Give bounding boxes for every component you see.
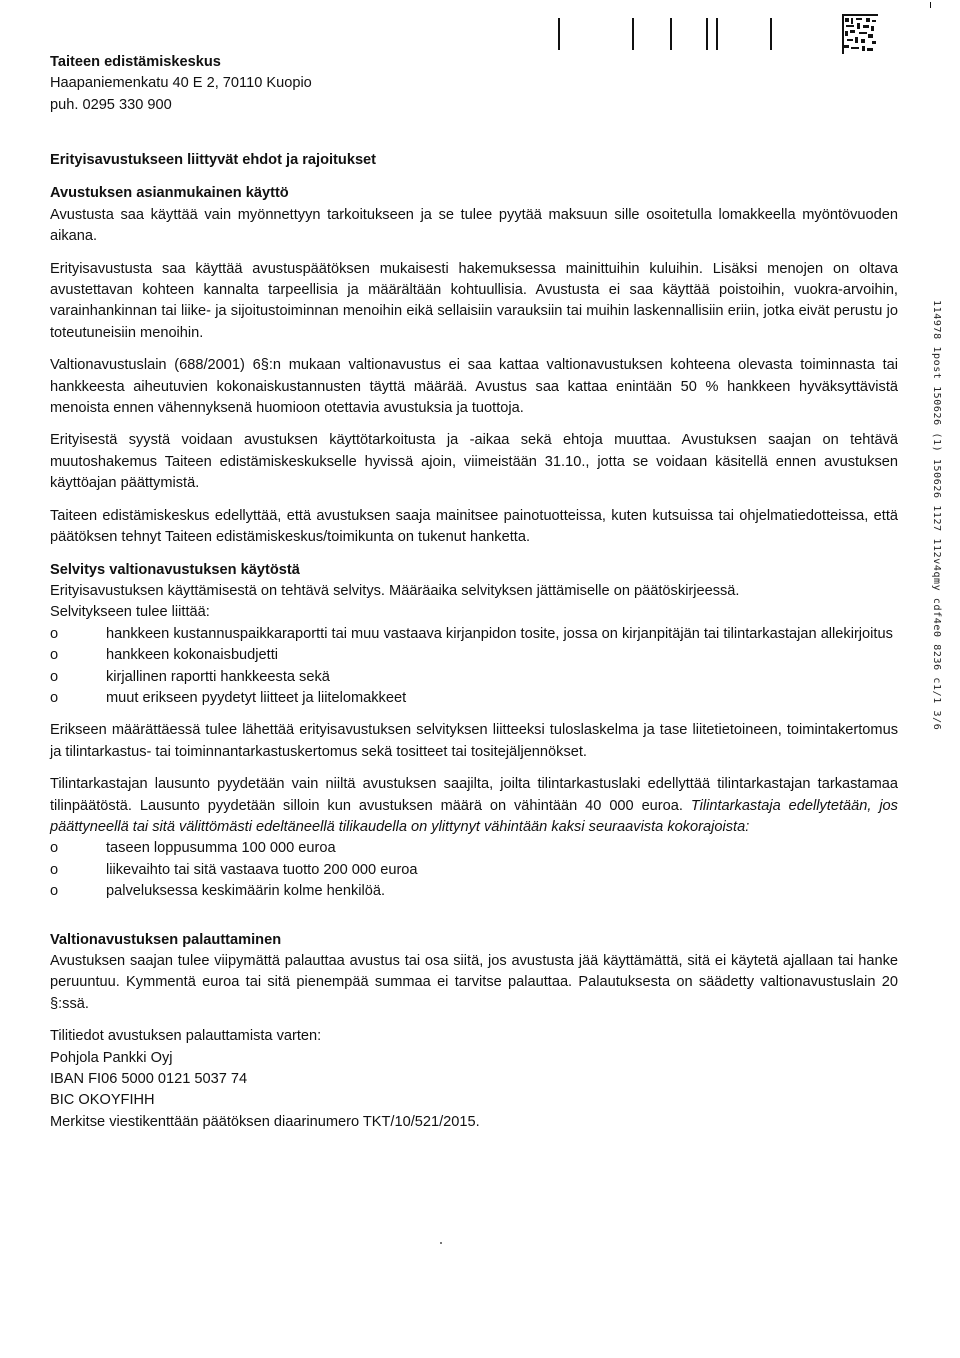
bank-details-intro: Tilitiedot avustuksen palauttamista varten: bbox=[50, 1028, 322, 1045]
list-item bbox=[50, 667, 898, 688]
list-item-text: kirjallinen raportti hankkeesta sekä bbox=[106, 668, 330, 685]
letterhead bbox=[50, 52, 312, 116]
list-item-text: palveluksessa keskimäärin kolme henkilöä. bbox=[106, 883, 386, 900]
list-item bbox=[50, 881, 898, 902]
barcode bbox=[558, 18, 778, 50]
list-bullet: o bbox=[50, 883, 59, 900]
fax-header-strip bbox=[928, 300, 952, 820]
list-item-text: hankkeen kokonaisbudjetti bbox=[106, 647, 279, 664]
organization-phone: puh. 0295 330 900 bbox=[50, 96, 172, 113]
usage-paragraph-3: Valtionavustuslain (688/2001) 6§:n mukaan valtionavustus ei saa kattaa valtionavustuksen kohteena olevasta toiminnasta tai hankkeesta aiheutuvien kokonaiskustannusten täyttä määrää. Avustus saa kattaa enintään 50 % hankkeen hyväksyttävistä menoista ennen vähennyksenä huomioon otettavia avustuksia ja tuottoja. bbox=[50, 357, 898, 417]
auditor-statement-text: Tilintarkastajan lausunto pyydetään vain niiltä avustuksen saajilta, joilta tilintarkastuslaki edellyttää tilintarkastajan tarkastamaa tilinpäätöstä. Lausunto pyydetään silloin kun avustuksen määrä on vähintään 40 000 euroa. bbox=[50, 776, 898, 814]
list-item-text: muut erikseen pyydetyt liitteet ja liitelomakkeet bbox=[106, 689, 407, 706]
list-item bbox=[50, 838, 898, 859]
list-item-text: liikevaihto tai sitä vastaava tuotto 200 000 euroa bbox=[106, 861, 418, 878]
organization-address: Haapaniemenkatu 40 E 2, 70110 Kuopio bbox=[50, 75, 312, 92]
refund-paragraph-1: Avustuksen saajan tulee viipymättä palauttaa avustus tai osa siitä, jos avustusta jää käyttämättä, sitä ei käytetä ajallaan tai hanke peruuntuu. Kymmentä euroa tai sitä pienempää summaa ei tarvitse palauttaa. Palautuksesta on säädetty valtionavustuslain 20 §:ssä. bbox=[50, 953, 898, 1012]
usage-paragraph-5: Taiteen edistämiskeskus edellyttää, että avustuksen saaja mainitsee painotuotteissa, kuten kutsuissa tai ohjelmatiedotteissa, että päätöksen tehnyt Taiteen edistämiskeskus/toimikunta on tukenut hanketta. bbox=[50, 507, 898, 546]
reference-note: Merkitse viestikenttään päätöksen diaarinumero TKT/10/521/2015. bbox=[50, 1113, 480, 1130]
organization-name: Taiteen edistämiskeskus bbox=[50, 54, 221, 70]
bank-bic: BIC OKOYFIHH bbox=[50, 1092, 155, 1109]
list-item bbox=[50, 688, 898, 709]
usage-paragraph-2: Erityisavustusta saa käyttää avustuspäätöksen mukaisesti hakemuksessa mainittuihin kuluihin. Lisäksi menojen on oltava avustettavan kohteen kannalta tarpeellisia ja määrältään kohtuullisia. Avustusta ei saa käyttää poistoihin, vuokra-arvoihin, varainhankinnan tai liike- ja sijoitustoiminnan menoihin eikä sellaisiin varauksiin tai muihin laskennallisiin eriin, jotka eivät perustu jo toteutuneisiin menoihin. bbox=[50, 260, 898, 341]
qr-code-icon bbox=[842, 14, 878, 54]
page-edge-mark bbox=[930, 2, 931, 8]
usage-paragraph-4: Erityisestä syystä voidaan avustuksen käyttötarkoitusta ja -aikaa sekä ehtoja muuttaa. Avustuksen saajan on tehtävä muutoshakemus Taiteen edistämiskeskukselle hyvissä ajoin, viimeistään 31.10., jotta se voidaan käsitellä ennen avustuksen käyttöajan päättymistä. bbox=[50, 432, 898, 492]
list-bullet: o bbox=[50, 625, 59, 642]
report-attachments-list bbox=[50, 624, 898, 710]
list-bullet: o bbox=[50, 689, 59, 706]
list-bullet: o bbox=[50, 861, 59, 878]
report-heading: Selvitys valtionavustuksen käytöstä bbox=[50, 561, 300, 578]
list-item bbox=[50, 645, 898, 666]
usage-heading: Avustuksen asianmukainen käyttö bbox=[50, 185, 289, 202]
size-limits-list bbox=[50, 838, 898, 902]
list-bullet: o bbox=[50, 647, 59, 664]
report-paragraph-1: Erityisavustuksen käyttämisestä on tehtävä selvitys. Määräaika selvityksen jättämiselle on päätöskirjeessä. bbox=[50, 582, 740, 599]
report-paragraph-3 bbox=[50, 774, 898, 838]
document-title: Erityisavustukseen liittyvät ehdot ja rajoitukset bbox=[50, 152, 377, 168]
scan-speck bbox=[440, 1242, 442, 1244]
document-body bbox=[50, 150, 898, 1133]
auditor-requirement-text: Tilintarkastaja edellytetään, jos päättyneellä tai sitä välittömästi edeltäneellä tilikaudella on ylittynyt vähintään kaksi seuraavista kokorajoista: bbox=[50, 797, 898, 835]
list-bullet: o bbox=[50, 840, 59, 857]
bank-name: Pohjola Pankki Oyj bbox=[50, 1049, 173, 1066]
usage-paragraph-1: Avustusta saa käyttää vain myönnettyyn tarkoitukseen ja se tulee pyytää maksuun sille osoitetulla lomakkeella myöntövuoden aikana. bbox=[50, 206, 898, 245]
list-item-text: hankkeen kustannuspaikkaraportti tai muu vastaava kirjanpidon tosite, jossa on kirjanpitäjän tai tilintarkastajan allekirjoitus bbox=[106, 625, 893, 642]
list-bullet: o bbox=[50, 668, 59, 685]
refund-heading: Valtionavustuksen palauttaminen bbox=[50, 931, 282, 948]
list-item bbox=[50, 860, 898, 881]
bank-iban: IBAN FI06 5000 0121 5037 74 bbox=[50, 1071, 248, 1088]
report-paragraph-2: Erikseen määrättäessä tulee lähettää erityisavustuksen selvityksen liitteeksi tuloslaskelma ja tase liitetietoineen, toimintakertomus ja tilintarkastus- tai toiminnantarkastuskertomus sekä tositteet tai tositejäljennökset. bbox=[50, 722, 898, 760]
report-list-intro: Selvitykseen tulee liittää: bbox=[50, 604, 210, 621]
fax-header-text: 114978 1post 150626 (1) 150626 1127 112v4qmy cdf4e0 8236 c1/1 3/6 bbox=[931, 300, 942, 731]
list-item-text: taseen loppusumma 100 000 euroa bbox=[106, 840, 336, 857]
list-item bbox=[50, 624, 898, 645]
